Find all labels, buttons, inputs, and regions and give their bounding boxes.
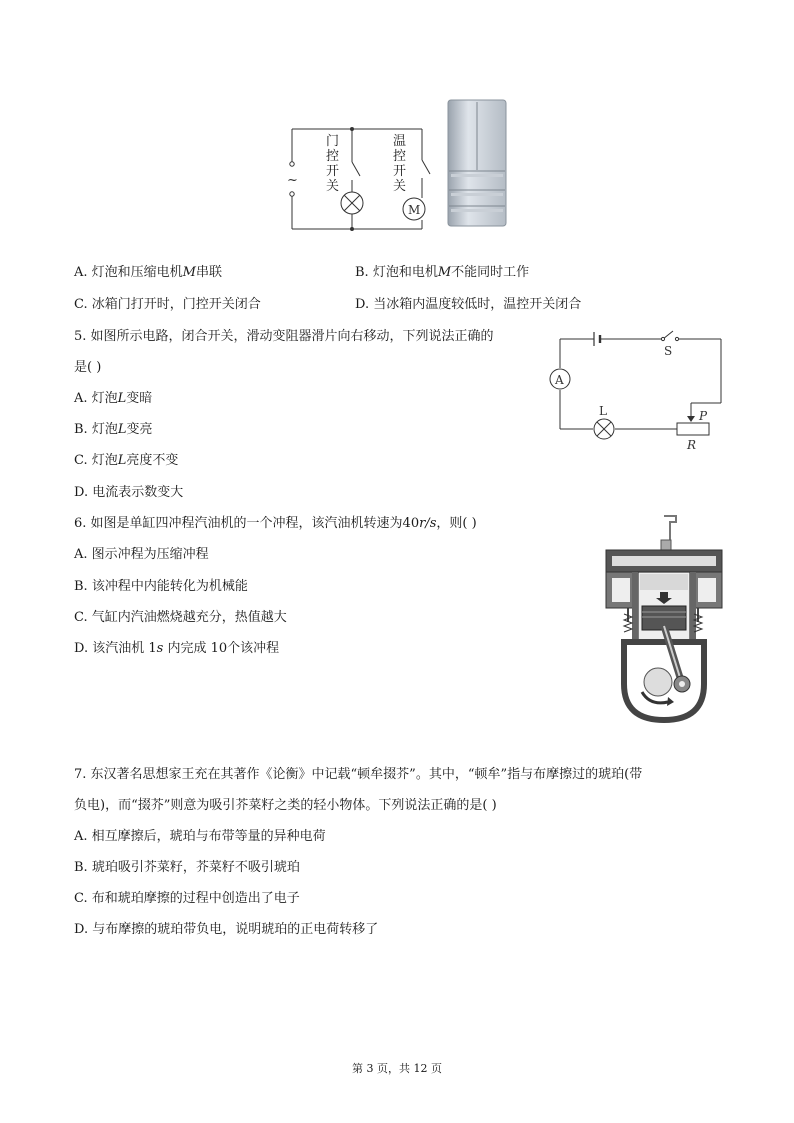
q5-option-d: D. 电流表示数变大 xyxy=(74,485,184,500)
ammeter-symbol: A xyxy=(555,373,564,387)
q5-stem-line2: 是( ) xyxy=(74,360,102,375)
q4-option-c: C. 冰箱门打开时，门控开关闭合 xyxy=(74,297,261,312)
q7-option-d: D. 与布摩擦的琥珀带负电，说明琥珀的正电荷转移了 xyxy=(74,922,379,937)
q4-option-b: B. 灯泡和电机M不能同时工作 xyxy=(355,265,530,280)
q6-option-c: C. 气缸内汽油燃烧越充分，热值越大 xyxy=(74,610,287,625)
refrigerator-image xyxy=(447,98,509,228)
q5-option-c: C. 灯泡L亮度不变 xyxy=(74,453,179,468)
page-footer: 第 3 页，共 12 页 xyxy=(352,1062,442,1075)
q4-option-a: A. 灯泡和压缩电机M串联 xyxy=(74,265,222,280)
q5-circuit-figure xyxy=(545,325,735,455)
q7-option-c: C. 布和琥珀摩擦的过程中创造出了电子 xyxy=(74,891,300,906)
q5-stem-line1: 5. 如图所示电路，闭合开关，滑动变阻器滑片向右移动，下列说法正确的 xyxy=(74,329,494,344)
q7-option-b: B. 琥珀吸引芥菜籽，芥菜籽不吸引琥珀 xyxy=(74,860,300,875)
q5-option-b: B. 灯泡L变亮 xyxy=(74,422,153,437)
q4-option-d: D. 当冰箱内温度较低时，温控开关闭合 xyxy=(355,297,582,312)
temp-switch-label: 温控开关 xyxy=(393,134,407,194)
q7-option-a: A. 相互摩擦后，琥珀与布带等量的异种电荷 xyxy=(74,829,326,844)
q7-stem-line1: 7. 东汉著名思想家王充在其著作《论衡》中记载“顿牟掇芥”。其中，“顿牟”指与布摩擦过的琥珀(带 xyxy=(74,767,643,782)
motor-symbol: M xyxy=(408,203,421,217)
q6-option-b: B. 该冲程中内能转化为机械能 xyxy=(74,579,248,594)
rheostat-symbol: R xyxy=(687,438,697,452)
door-switch-label: 门控开关 xyxy=(326,134,340,194)
lamp-symbol: L xyxy=(599,404,607,418)
q5-option-a: A. 灯泡L变暗 xyxy=(74,391,153,406)
rheostat-icon xyxy=(677,423,709,435)
ac-symbol: ~ xyxy=(287,173,298,188)
slider-symbol: P xyxy=(699,409,708,423)
q6-option-d: D. 该汽油机 1s 内完成 10个该冲程 xyxy=(74,641,280,656)
switch-symbol: S xyxy=(664,344,673,358)
q7-stem-line2: 负电)，而“掇芥”则意为吸引芥菜籽之类的轻小物体。下列说法正确的是( ) xyxy=(74,798,497,813)
q6-stem: 6. 如图是单缸四冲程汽油机的一个冲程，该汽油机转速为40r/s，则( ) xyxy=(74,516,477,531)
engine-stroke-figure xyxy=(598,514,730,724)
q6-option-a: A. 图示冲程为压缩冲程 xyxy=(74,547,209,562)
